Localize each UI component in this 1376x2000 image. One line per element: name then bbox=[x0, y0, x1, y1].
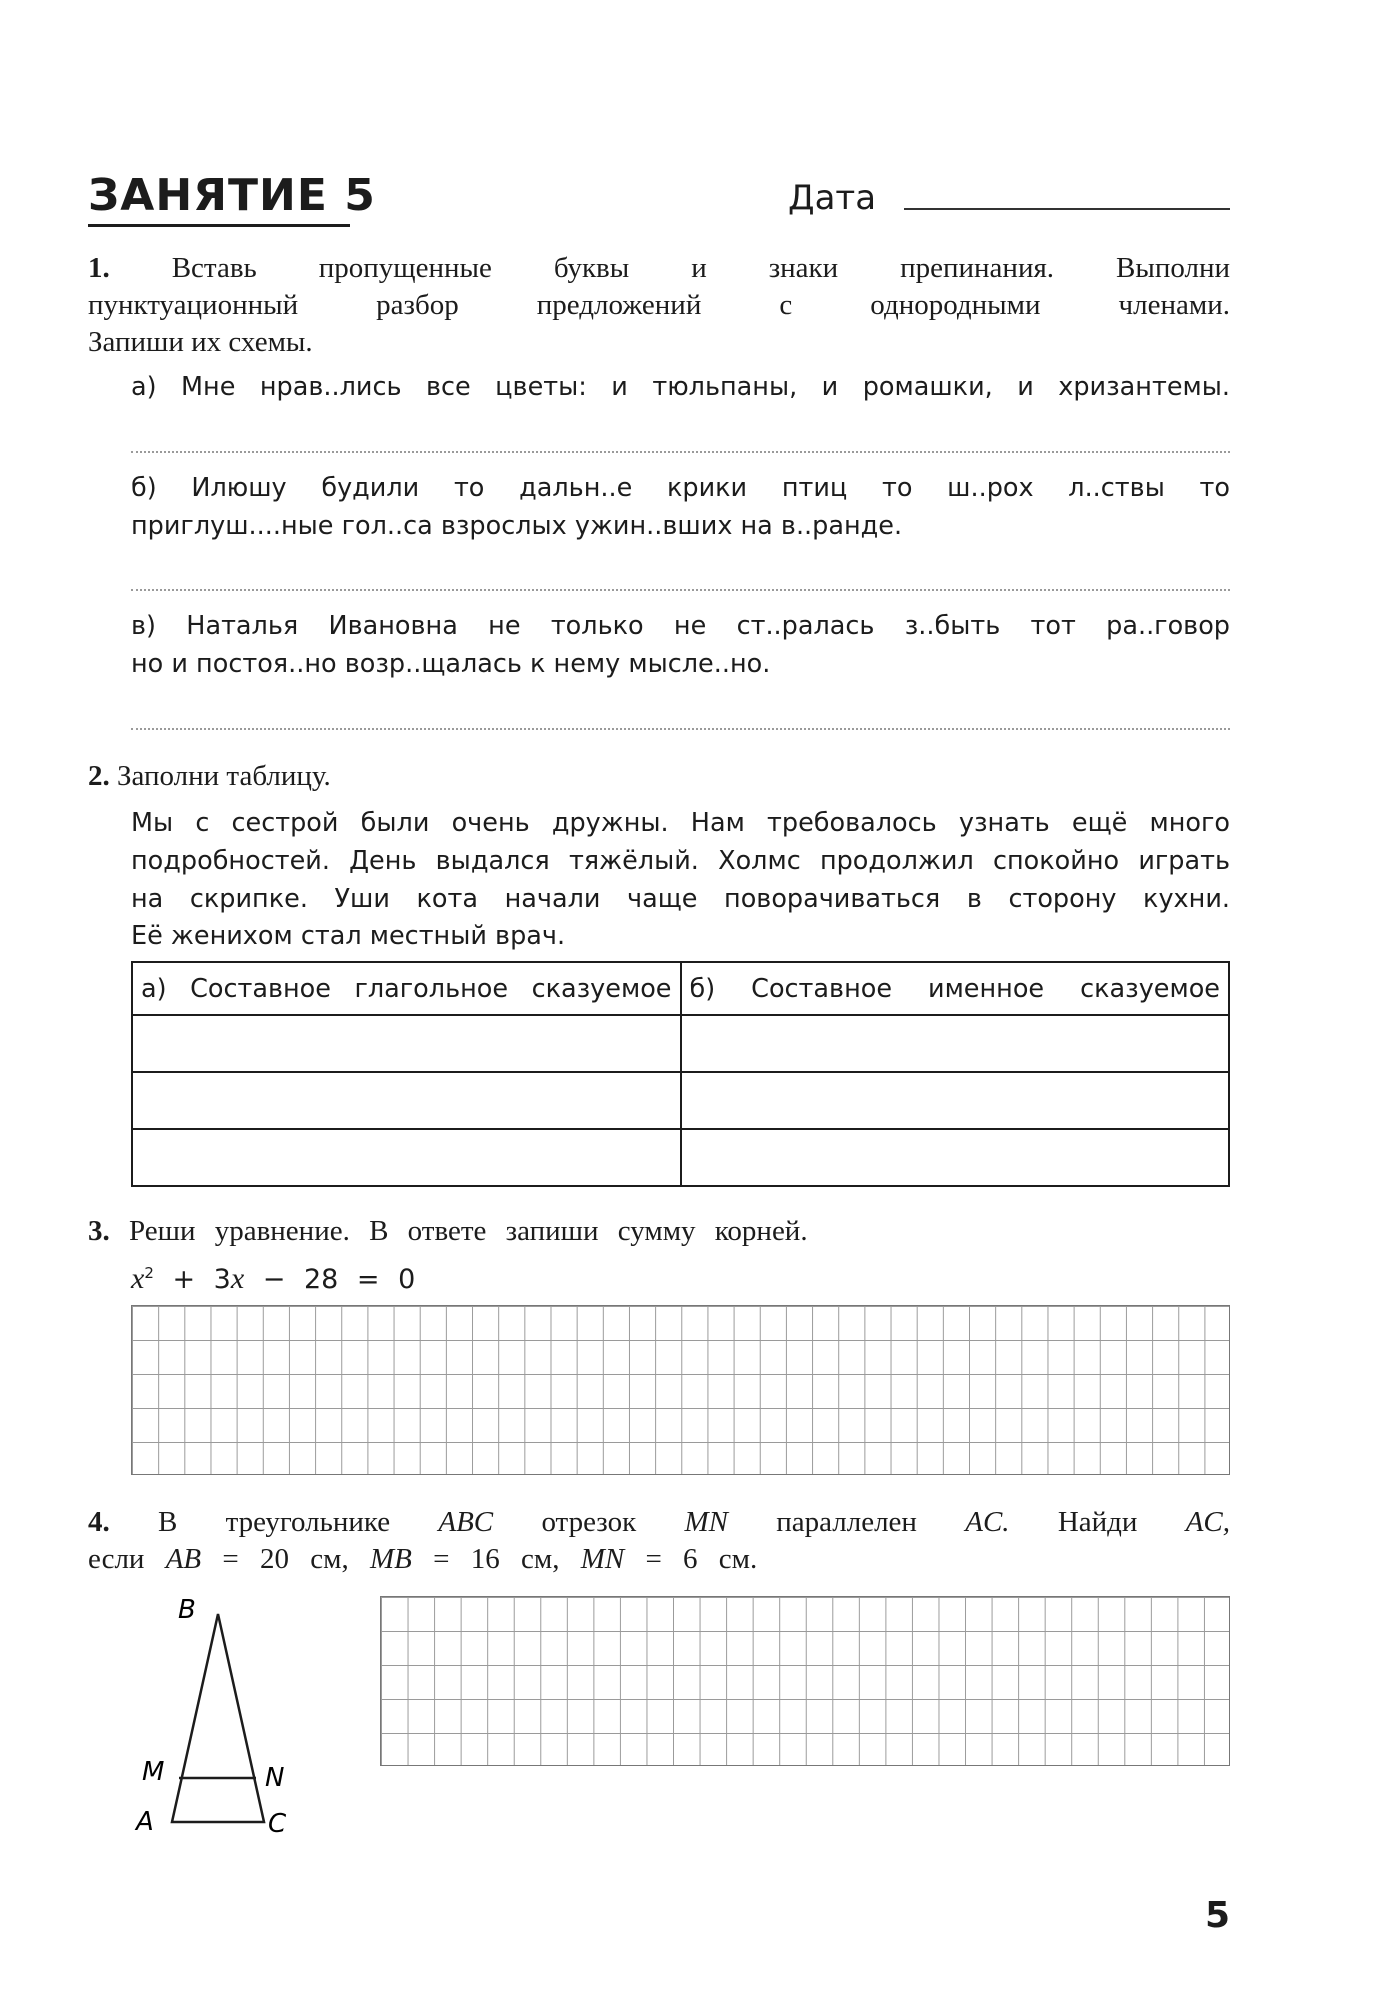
table-cell[interactable] bbox=[132, 1015, 681, 1072]
task1-sentence-b-line1: б) Илюшу будили то дальн..е крики птиц то ш..рох л..ствы то bbox=[131, 473, 1230, 503]
task2-number: 2. bbox=[88, 760, 110, 792]
table-cell[interactable] bbox=[132, 1129, 681, 1186]
table-cell[interactable] bbox=[681, 1015, 1230, 1072]
vertex-label-a: A bbox=[136, 1807, 154, 1837]
task1-sentence-c-line1: в) Наталья Ивановна не только не ст..ралась з..быть тот ра..говор bbox=[131, 611, 1230, 641]
task1-number: 1. bbox=[88, 252, 110, 284]
table-cell[interactable] bbox=[132, 1072, 681, 1129]
task2-heading: 2. Заполни таблицу. bbox=[88, 760, 331, 792]
triangle-diagram bbox=[120, 1590, 320, 1840]
answer-grid-task4[interactable] bbox=[380, 1596, 1230, 1766]
title-underline bbox=[88, 224, 350, 227]
task3-number: 3. bbox=[88, 1215, 110, 1247]
task1-sentence-a: а) Мне нрав..лись все цветы: и тюльпаны, и ромашки, и хризантемы. bbox=[131, 372, 1230, 402]
date-field[interactable] bbox=[904, 208, 1230, 210]
task2-text-line4: Её женихом стал местный врач. bbox=[131, 921, 566, 951]
task2-text-line2: подробностей. День выдался тяжёлый. Холмс продолжил спокойно играть bbox=[131, 846, 1230, 876]
table-cell[interactable] bbox=[681, 1072, 1230, 1129]
table-header-b: б) Составное именное сказуемое bbox=[681, 962, 1230, 1015]
task1-sentence-b-line2: приглуш....ные гол..са взрослых ужин..вших на в..ранде. bbox=[131, 511, 903, 541]
task2-text-line1: Мы с сестрой были очень дружны. Нам требовалось узнать ещё много bbox=[131, 808, 1230, 838]
task4-line1: 4. В треугольнике ABC отрезок MN параллелен AC. Найди AC, bbox=[88, 1506, 1231, 1538]
task1-line2: пунктуационный разбор предложений с однородными членами. bbox=[88, 289, 1230, 321]
page-number: 5 bbox=[1205, 1895, 1231, 1936]
point-label-n: N bbox=[265, 1763, 285, 1793]
task1-answer-line-a[interactable] bbox=[131, 451, 1230, 453]
table-header-a: а) Составное глагольное сказуемое bbox=[132, 962, 681, 1015]
task4-number: 4. bbox=[88, 1506, 110, 1538]
vertex-label-b: B bbox=[178, 1595, 196, 1625]
task2-text-line3: на скрипке. Уши кота начали чаще поворачиваться в сторону кухни. bbox=[131, 884, 1230, 914]
task1-line3: Запиши их схемы. bbox=[88, 326, 313, 358]
table-cell[interactable] bbox=[681, 1129, 1230, 1186]
task1-sentence-c-line2: но и постоя..но возр..щалась к нему мысле..но. bbox=[131, 649, 771, 679]
task4-line2: если AB = 20 см, MB = 16 см, MN = 6 см. bbox=[88, 1543, 758, 1575]
predicate-table bbox=[131, 961, 1230, 1187]
task1-answer-line-b[interactable] bbox=[131, 589, 1230, 591]
date-label: Дата bbox=[788, 178, 877, 218]
task1-line1: 1. Вставь пропущенные буквы и знаки препинания. Выполни bbox=[88, 252, 1231, 284]
lesson-title: ЗАНЯТИЕ 5 bbox=[88, 170, 376, 221]
vertex-label-c: C bbox=[268, 1809, 287, 1839]
answer-grid-task3[interactable] bbox=[131, 1305, 1230, 1475]
task3-heading: 3. Реши уравнение. В ответе запиши сумму корней. bbox=[88, 1215, 808, 1247]
point-label-m: M bbox=[142, 1757, 165, 1787]
task1-answer-line-c[interactable] bbox=[131, 728, 1230, 730]
triangle-abc bbox=[172, 1614, 264, 1822]
equation: $x^2 + 3x - 28 = 0$ bbox=[131, 1262, 416, 1295]
